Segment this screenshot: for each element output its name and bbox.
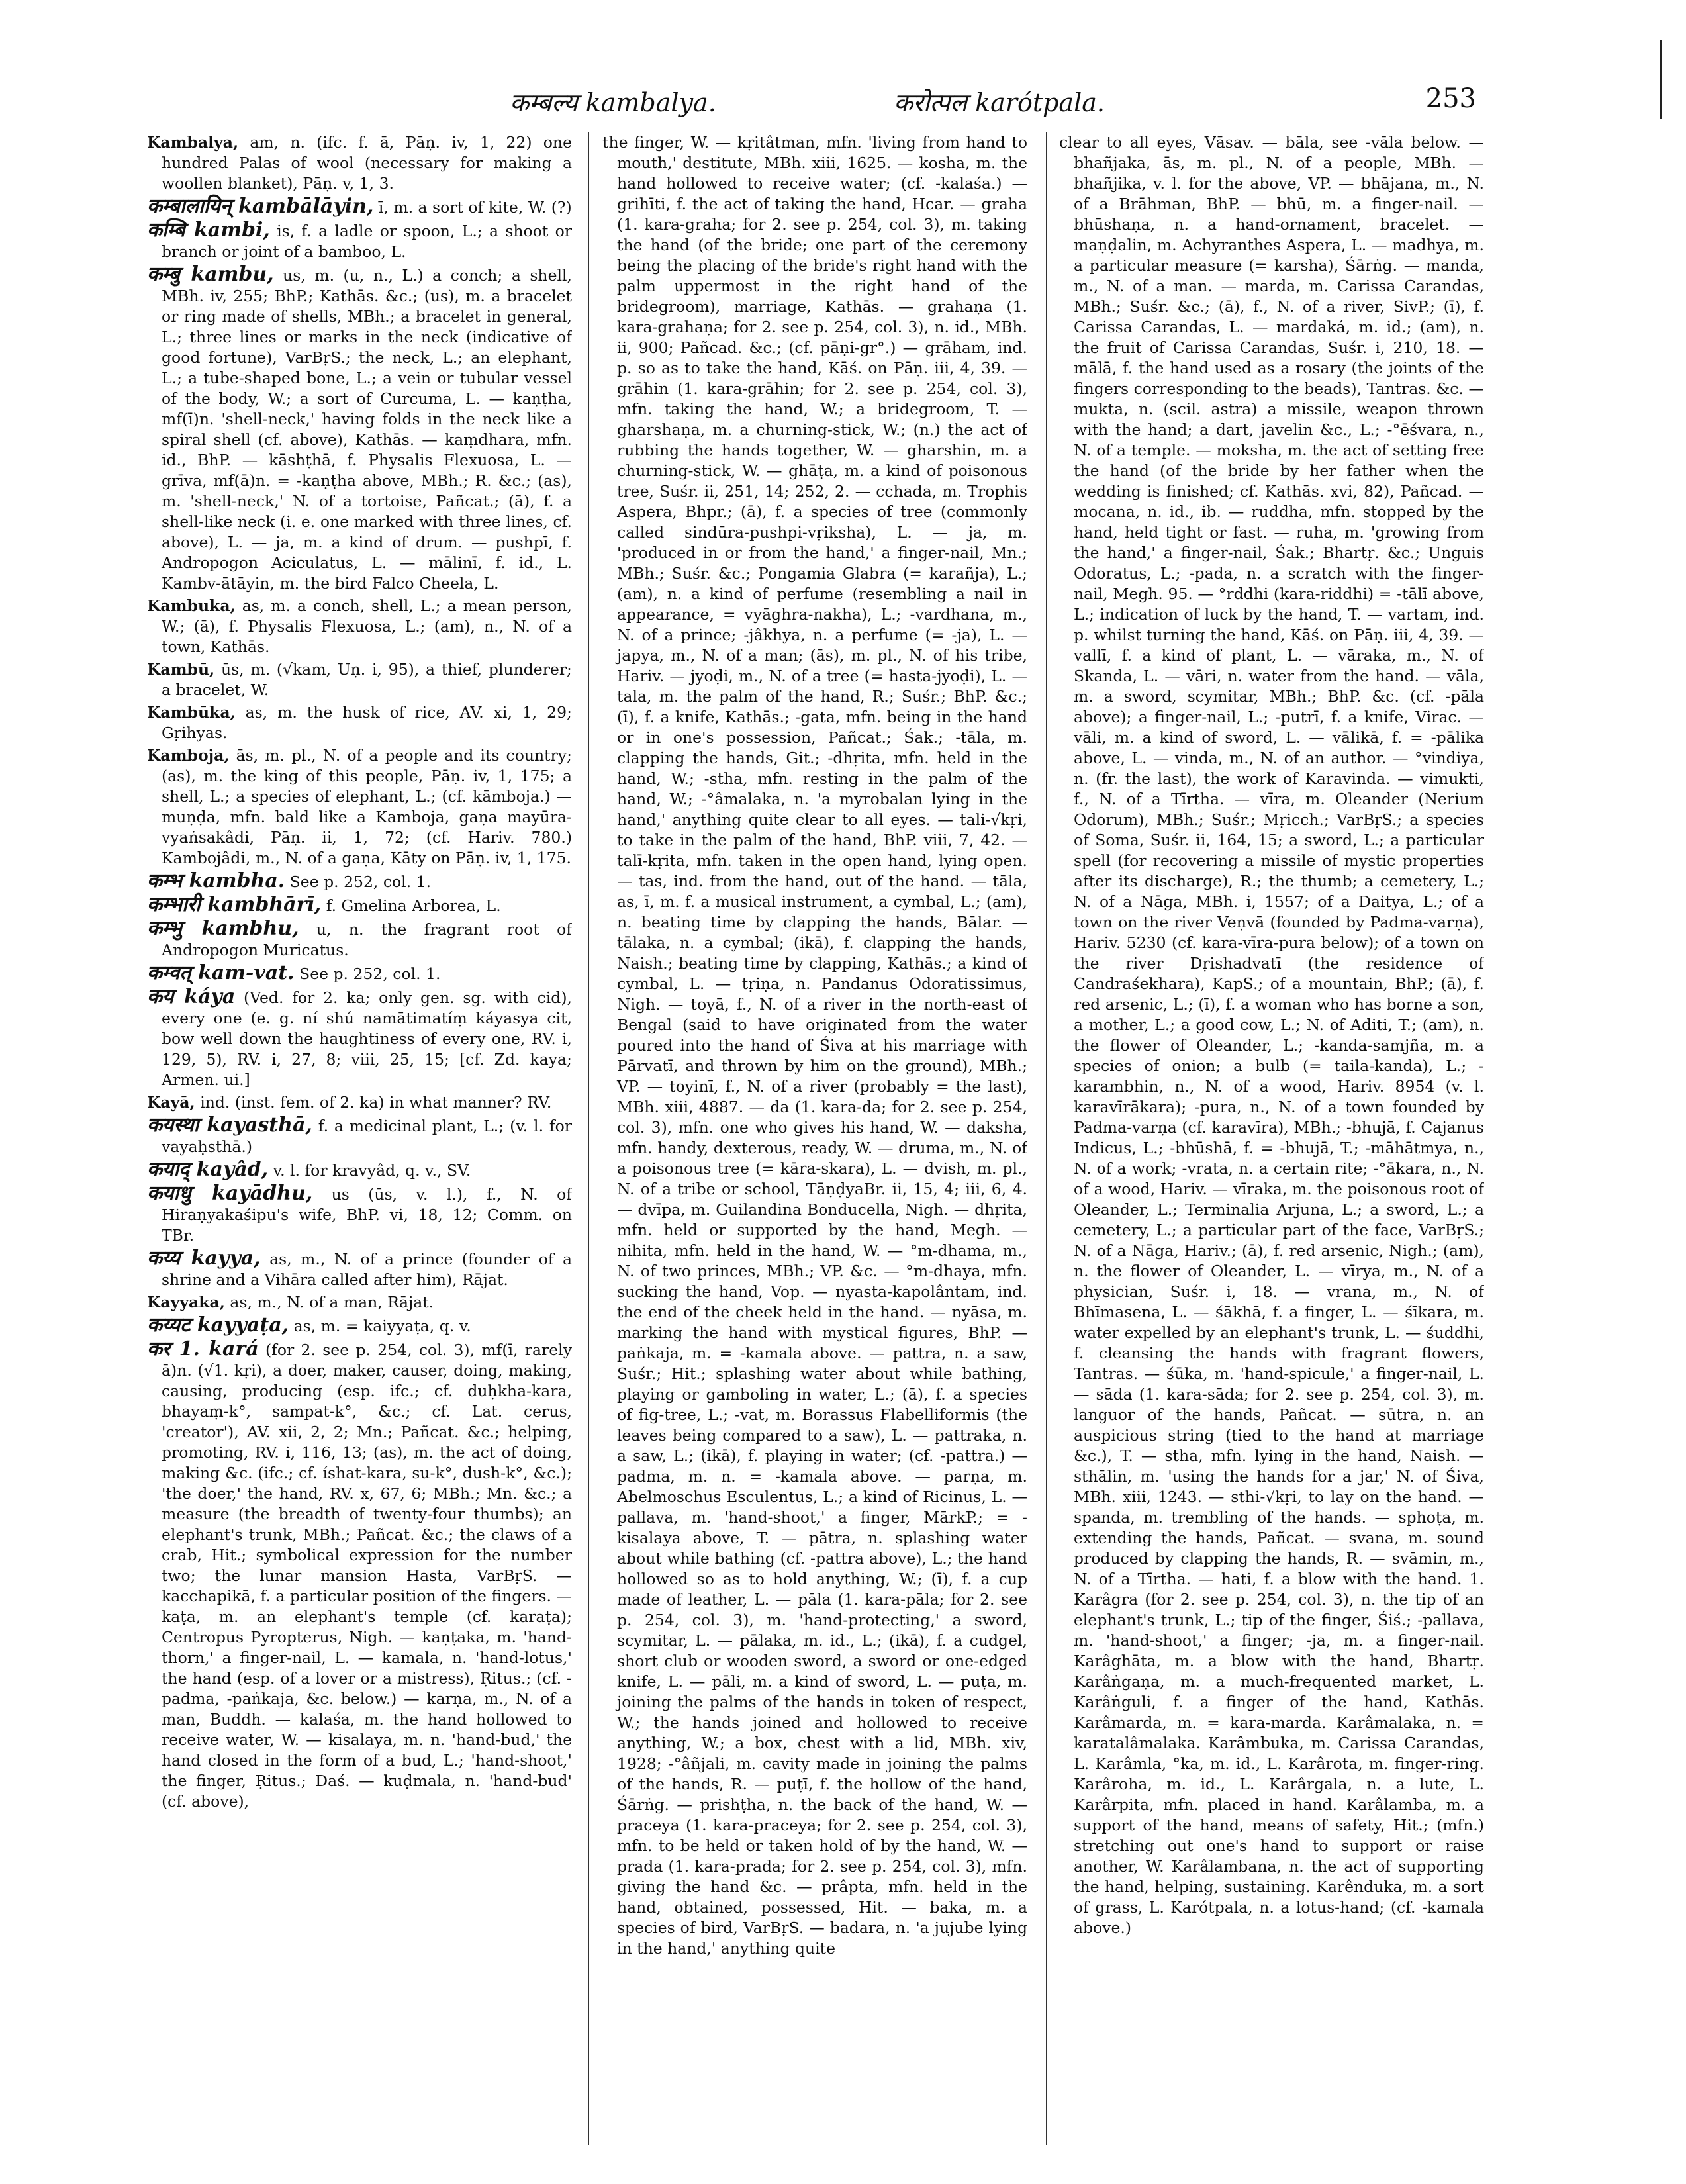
entry-headword: कय káya (147, 985, 236, 1008)
entry-text: the finger, W. — kṛitâtman, mfn. 'living from hand to mouth,' destitute, MBh. xiii, 1625. — kosha, m. the hand hollowed to receive water; (cf. -kalaśa.) — grihīti, f. the act of taking the hand, Hcar. — graha (1. kara-graha; for 2. see p. 254, col. 3), m. taking the hand (of the bride; one part of the ceremony being the placing of the bride's right hand with the palm uppermost in the right hand of the bridegroom), marriage, Kathās. — grahaṇa (1. kara-grahaṇa; for 2. see p. 254, col. 3), n. id., MBh. ii, 900; Pañcad. &c.; (cf. pāṇi-gr°.) — grāham, ind. p. so as to take the hand, Kāś. on Pāṇ. iii, 4, 39. — grāhin (1. kara-grāhin; for 2. see p. 254, col. 3), mfn. taking the hand, W.; a bridegroom, T. — gharshaṇa, m. a churning-stick, W.; (n.) the act of rubbing the hands together, W. — gharshin, m. a churning-stick, W. — ghāṭa, m. a kind of poisonous tree, Suśr. ii, 251, 14; 252, 2. — cchada, m. Trophis Aspera, Bhpr.; (ā), f. a species of tree (commonly called sindūra-pushpi-vṛiksha), L. — ja, m. 'produced in or from the hand,' a finger-nail, Mn.; MBh.; Suśr. &c.; Pongamia Glabra (= karañja), L.; (am), n. a kind of perfume (resembling a nail in appearance, = vyāghra-nakha), L.; -vardhana, m., N. of a prince; -jâkhya, n. a perfume (= -ja), L. — japya, m., N. of a man; (ās), m. pl., N. of his tribe, Hariv. — jyoḍi, m., N. of a tree (= hasta-jyoḍi), L. — tala, m. the palm of the hand, R.; Suśr.; BhP. &c.; (ī), f. a knife, Kathās.; -gata, mfn. being in the hand or in one's possession, Pañcat.; Śak.; -tāla, m. clapping the hands, Git.; -dhṛita, mfn. held in the hand, W.; -stha, mfn. resting in the palm of the hand, W.; -°âmalaka, n. 'a myrobalan lying in the hand,' anything quite clear to all eyes. — tali-√kṛi, to take in the palm of the hand, BhP. viii, 7, 42. — talī-kṛita, mfn. taken in the open hand, lying open. — tas, ind. from the hand, out of the hand. — tāla, as, ī, m. f. a musical instrument, a cymbal, L.; (am), n. beating time by clapping the hands, Bālar. — tālaka, n. a cymbal; (ikā), f. clapping the hands, Naish.; beating time by clapping, Kathās.; a kind of cymbal, L. — tṛiṇa, n. Pandanus Odoratissimus, Nigh. — toyā, f., N. of a river in the north-east of Bengal (said to have originated from the water poured into the hand of Śiva at his marriage with Pārvatī, and thrown by him on the ground), MBh.; VP. — toyinī, f., N. of a river (probably = the last), MBh. xiii, 4887. — da (1. kara-da; for 2. see p. 254, col. 3), mfn. one who gives his hand, W. — daksha, mfn. handy, dexterous, ready, W. — druma, m., N. of a poisonous tree (= kāra-skara), L. — dvish, m. pl., N. of a tribe or school, TāṇḍyaBr. ii, 15, 4; iii, 6, 4. — dvīpa, m. Guilandina Bonducella, Nigh. — dhṛita, mfn. held or supported by the hand, Megh. — nihita, mfn. held in the hand, W. — °m-dhama, m., N. of two princes, MBh.; VP. &c. — °m-dhaya, mfn. sucking the hand, Vop. — nyasta-kapolântam, ind. the end of the cheek held in the hand. — nyāsa, m. marking the hand with mystical figures, BhP. — paṅkaja, m. = -kamala above. — pattra, n. a saw, Suśr.; Hit.; splashing water about while bathing, playing or gamboling in water, L.; (ā), f. a species of fig-tree, L.; -vat, m. Borassus Flabelliformis (the leaves being compared to a saw), L. — pattraka, n. a saw, L.; (ikā), f. playing in water; (cf. -pattra.) — padma, m. n. = -kamala above. — parṇa, m. Abelmoschus Esculentus, L.; a kind of Ricinus, L. — pallava, m. 'hand-shoot,' a finger, MārkP.; = -kisalaya above, T. — pātra, n. splashing water about while bathing (cf. -pattra above), L.; the hand hollowed so as to hold anything, W.; (ī), f. a cup made of leather, L. — pāla (1. kara-pāla; for 2. see p. 254, col. 3), m. 'hand-protecting,' a sword, scymitar, L. — pālaka, m. id., L.; (ikā), f. a cudgel, short club or wooden sword, a sword or one-edged knife, L. — pāli, m. a kind of sword, L. — puṭa, m. joining the palms of the hands in token of respect, W.; the hands joined and hollowed to receive anything, W.; a box, chest with a lid, MBh. xiv, 1928; -°âñjali, m. cavity made in joining the palms of the hands, R. — puṭī, f. the hollow of the hand, Śārṅg. — prishṭha, n. the back of the hand, W. — praceya (1. kara-praceya; for 2. see p. 254, col. 3), mfn. to be held or taken hold of by the hand, W. — prada (1. kara-prada; for 2. see p. 254, col. 3), mfn. giving the hand &c. — prâpta, mfn. held in the hand, obtained, possessed, Hit. — baka, m. a species of bird, VarBṛS. — badara, n. 'a jujube lying in the hand,' anything quite (602, 133, 1027, 1958)
dictionary-entry (1059, 132, 1484, 1938)
entry-headword: कयाद् kayâd, (147, 1158, 269, 1181)
entry-text: as, m. the husk of rice, AV. xi, 1, 29; Gṛihyas. (162, 703, 572, 742)
entry-headword: कयस्था kayasthā, (147, 1114, 312, 1137)
dictionary-entry (147, 264, 572, 594)
page-number: 253 (1425, 83, 1476, 114)
page-header (113, 78, 1496, 124)
entry-text: ī, m. a sort of kite, W. (?) (378, 198, 572, 216)
dictionary-entry (147, 1092, 572, 1113)
dictionary-entry (147, 1115, 572, 1157)
dictionary-entry (147, 963, 572, 984)
dictionary-entry (147, 1159, 572, 1181)
entry-headword: Kamboja, (147, 746, 230, 765)
entry-headword: कर 1. kará (147, 1337, 259, 1360)
dictionary-entry (147, 1339, 572, 1812)
entry-headword: कम्बु kambu, (147, 263, 274, 286)
entry-headword: कयाधु kayādhu, (147, 1182, 313, 1205)
column-1 (147, 132, 572, 2145)
entry-headword: Kambuka, (147, 596, 236, 615)
entry-headword: कम्बि kambi, (147, 218, 270, 242)
dictionary-entry (147, 1183, 572, 1246)
dictionary-entry (147, 1292, 572, 1313)
dictionary-entry (602, 132, 1027, 1959)
entry-headword: कम्भारी kambhārī, (147, 893, 322, 916)
entry-headword: कय्य kayya, (147, 1247, 261, 1270)
column-rule (1046, 132, 1047, 2145)
entry-headword: Kayā, (147, 1093, 195, 1112)
entry-text: as, m., N. of a man, Rājat. (230, 1293, 434, 1311)
entry-text: f. a medicinal plant, L.; (v. l. for vayaḥsthā.) (162, 1117, 572, 1156)
entry-text: (for 2. see p. 254, col. 3), mf(ī, rarely ā)n. (√1. kṛi), a doer, maker, causer, doing, making, causing, producing (esp. ifc.; cf. duḥkha-kara, bhayaṃ-k°, sampat-k°, &c.; cf. Lat. cerus, 'creator'), AV. xii, 2, 2; Mn.; Pañcat. &c.; helping, promoting, RV. i, 116, 13; (as), m. the act of doing, making &c. (ifc.; cf. íshat-kara, su-k°, dush-k°, &c.); 'the doer,' the hand, RV. x, 67, 6; MBh.; Mn. &c.; a measure (the breadth of twenty-four thumbs); an elephant's trunk, MBh.; Pañcat. &c.; the claws of a crab, Hit.; symbolical expression for the number two; the lunar mansion Hasta, VarBṛS. — kacchapikā, f. a particular position of the fingers. — kaṭa, m. an elephant's temple (cf. karaṭa); Centropus Pyropterus, Nigh. — kaṇṭaka, m. 'hand-thorn,' a finger-nail, L. — kamala, n. 'hand-lotus,' the hand (esp. of a lover or a mistress), Ṛitus.; (cf. -padma, -paṅkaja, &c. below.) — karṇa, m., N. of a man, Buddh. — kalaśa, m. the hand hollowed to receive water, W. — kisalaya, m. n. 'hand-bud,' the hand closed in the form of a bud, L.; 'hand-shoot,' the finger, Ṛitus.; Daś. — kuḍmala, n. 'hand-bud' (cf. above), (162, 1341, 572, 1811)
entry-headword: कम्वत् kam-vat. (147, 961, 295, 984)
entry-headword: Kambūka, (147, 703, 236, 722)
dictionary-entry (147, 220, 572, 262)
entry-text: is, f. a ladle or spoon, L.; a shoot or branch or joint of a bamboo, L. (162, 222, 572, 261)
dictionary-entry (147, 196, 572, 218)
dictionary-entry (147, 1248, 572, 1290)
entry-text: as, m. a conch, shell, L.; a mean person, W.; (ā), f. Physalis Flexuosa, L.; (am), n., N. of a town, Kathās. (162, 596, 572, 656)
entry-text: ūs, m. (√kam, Uṇ. i, 95), a thief, plunderer; a bracelet, W. (162, 660, 572, 699)
entry-text: ind. (inst. fem. of 2. ka) in what manner? RV. (200, 1093, 552, 1112)
page-edge-mark (1660, 40, 1662, 119)
entry-headword: Kambū, (147, 660, 215, 679)
dictionary-entry (147, 745, 572, 869)
entry-text: f. Gmelina Arborea, L. (326, 896, 501, 915)
dictionary-entry (147, 659, 572, 700)
column-2 (602, 132, 1027, 2145)
entry-text: (Ved. for 2. ka; only gen. sg. with cid), every one (e. g. ní shú namātimatíṃ káyasya cit, bow well down the haughtiness of every one, RV. i, 129, 5), RV. i, 27, 8; viii, 25, 15; [cf. Zd. kaya; Armen. ui.] (162, 988, 572, 1089)
entry-text: as, m. = kaiyyaṭa, q. v. (293, 1317, 471, 1335)
entry-headword: कम्भ kambha. (147, 869, 285, 892)
dictionary-entry (147, 986, 572, 1090)
entry-headword: Kayyaka, (147, 1293, 225, 1311)
entry-headword: कम्बालायिन् kambālāyin, (147, 195, 374, 218)
entry-headword: कम्भु kambhu, (147, 917, 299, 940)
header-left-guideword: कम्बल्य kambalya. (510, 88, 716, 117)
entry-text: am, n. (ifc. f. ā, Pāṇ. iv, 1, 22) one hundred Palas of wool (necessary for making a woollen blanket), Pāṇ. v, 1, 3. (162, 133, 572, 193)
entry-text: u, n. the fragrant root of Andropogon Muricatus. (162, 920, 572, 959)
entry-text: as, m., N. of a prince (founder of a shrine and a Vihāra called after him), Rājat. (162, 1250, 572, 1289)
column-rule (588, 132, 589, 2145)
header-right-guideword: करोत्पल karótpala. (894, 88, 1105, 117)
entry-headword: Kambalya, (147, 133, 239, 152)
entry-text: See p. 252, col. 1. (299, 965, 441, 983)
entry-text: v. l. for kravyâd, q. v., SV. (273, 1161, 471, 1180)
entry-text: us (ūs, v. l.), f., N. of Hiraṇyakaśipu's wife, BhP. vi, 18, 12; Comm. on TBr. (162, 1185, 572, 1245)
entry-headword: कय्यट kayyaṭa, (147, 1313, 289, 1337)
entry-text: See p. 252, col. 1. (289, 873, 432, 891)
dictionary-entry (147, 132, 572, 194)
dictionary-entry (147, 894, 572, 916)
dictionary-entry (147, 702, 572, 743)
dictionary-entry (147, 871, 572, 892)
column-3 (1059, 132, 1484, 2145)
entry-text: us, m. (u, n., L.) a conch; a shell, MBh. iv, 255; BhP.; Kathās. &c.; (us), m. a bracelet or ring made of shells, MBh.; a bracelet in general, L.; three lines or marks in the neck (indicative of good fortune), VarBṛS.; the neck, L.; an elephant, L.; a tube-shaped bone, L.; a vein or tubular vessel of the body, W.; a sort of Curcuma, L. — kaṇṭha, mf(ī)n. 'shell-neck,' having folds in the neck like a spiral shell (cf. above), Kathās. — kaṃdhara, mfn. id., BhP. — kāshṭhā, f. Physalis Flexuosa, L. — grīva, mf(ā)n. = -kaṇṭha above, MBh.; R. &c.; (as), m. 'shell-neck,' N. of a tortoise, Pañcat.; (ā), f. a shell-like neck (i. e. one marked with three lines, cf. above), L. — ja, m. a kind of drum. — pushpī, f. Andropogon Aciculatus, L. — mālinī, f. id., L. Kambv-ātāyin, m. the bird Falco Cheela, L. (162, 266, 572, 593)
dictionary-entry (147, 918, 572, 961)
dictionary-entry (147, 1315, 572, 1337)
dictionary-entry (147, 596, 572, 657)
entry-text: clear to all eyes, Vāsav. — bāla, see -vāla below. — bhañjaka, ās, m. pl., N. of a people, MBh. — bhañjika, v. l. for the above, VP. — bhājana, m., N. of a Brāhman, BhP. — bhū, m. a finger-nail. — bhūshaṇa, n. a hand-ornament, bracelet. — maṇḍalin, m. Achyranthes Aspera, L. — madhya, m. a particular measure (= karsha), Śārṅg. — manda, m., N. of a man. — marda, m. Carissa Carandas, MBh.; Suśr. &c.; (ā), f., N. of a river, SivP.; (ī), f. Carissa Carandas, L. — mardaká, m. id.; (am), n. the fruit of Carissa Carandas, Suśr. i, 210, 18. — mālā, f. the hand used as a rosary (the joints of the fingers corresponding to the beads), Tantras. &c. — mukta, n. (scil. astra) a missile, weapon thrown with the hand; a dart, javelin &c., L.; -°ēśvara, n., N. of a temple. — moksha, m. the act of setting free the hand (of the bride by her father when the wedding is finished; cf. Kathās. xvi, 82), Pañcad. — mocana, n. id., ib. — ruddha, mfn. stopped by the hand, held tight or fast. — ruha, m. 'growing from the hand,' a finger-nail, Śak.; Bhartṛ. &c.; Unguis Odoratus, L.; -pada, n. a scratch with the finger-nail, Megh. 95. — °rddhi (kara-riddhi) = -tālī above, L.; indication of luck by the hand, T. — vartam, ind. p. whilst turning the hand, Kāś. on Pāṇ. iii, 4, 39. — vallī, f. a kind of plant, L. — vāraka, m., N. of Skanda, L. — vāri, n. water from the hand. — vāla, m. a sword, scymitar, MBh.; BhP. &c. (cf. -pāla above); a finger-nail, L.; -putrī, f. a knife, Virac. — vāli, m. a kind of sword, L. — vālikā, f. = -pālika above, L. — vinda, m., N. of an author. — °vindiya, n. (fr. the last), the work of Karavinda. — vimukti, f., N. of a Tīrtha. — vīra, m. Oleander (Nerium Odorum), MBh.; Suśr.; Mṛicch.; VarBṛS.; a species of Soma, Suśr. ii, 164, 15; a sword, L.; a particular spell (for recovering a missile of mystic properties after its discharge), R.; the thumb; a cemetery, L.; N. of a Nāga, MBh. i, 1557; of a Daitya, L.; of a town on the river Veṇvā (founded by Padma-varṇa), Hariv. 5230 (cf. kara-vīra-pura below); of a town on the river Dṛishadvatī (the residence of Candraśekhara), KapS.; of a mountain, BhP.; (ā), f. red arsenic, L.; (ī), f. a woman who has borne a son, a mother, L.; a good cow, L.; N. of Aditi, T.; (am), n. the flower of Oleander, L.; -kanda-samjña, m. a species of onion; a bulb (= taila-kanda), L.; -karambhin, n., N. of a wood, Hariv. 8954 (v. l. karavīrākara); -pura, n., N. of a town founded by Padma-varṇa (cf. karavīra), MBh.; -bhujā, f. Cajanus Indicus, L.; -bhūshā, f. = -bhujā, T.; -māhātmya, n., N. of a work; -vrata, n. a certain rite; -°ākara, n., N. of a wood, Hariv. — vīraka, m. the poisonous root of Oleander, L.; Terminalia Arjuna, L.; a sword, L.; a cemetery, L.; a particular part of the face, VarBṛS.; N. of a Nāga, Hariv.; (ā), f. red arsenic, Nigh.; (am), n. the flower of Oleander, L. — vīrya, m., N. of a physician, Suśr. i, 18. — vrana, m., N. of Bhīmasena, L. — śākhā, f. a finger, L. — śīkara, m. water expelled by an elephant's trunk, L. — śuddhi, f. cleansing the hands with fragrant flowers, Tantras. — śūka, m. 'hand-spicule,' a finger-nail, L. — sāda (1. kara-sāda; for 2. see p. 254, col. 3), m. languor of the hands, Pañcat. — sūtra, n. an auspicious string (tied to the hand at marriage &c.), T. — stha, mfn. lying in the hand, Naish. — sthālin, m. 'using the hands for a jar,' N. of Śiva, MBh. xiii, 1243. — sthi-√kṛi, to lay on the hand. — spanda, m. trembling of the hands. — sphoṭa, m. extending the hands, Pañcat. — svana, m. sound produced by clapping the hands, R. — svāmin, m., N. of a Tīrtha. — hati, f. a blow with the hand. 1. Karâgra (for 2. see p. 254, col. 3), n. the tip of an elephant's trunk, L.; tip of the finger, Śiś.; -pallava, m. 'hand-shoot,' a finger; -ja, m. a finger-nail. Karâghāta, m. a blow with the hand, Bhartṛ. Karâṅgaṇa, m. a much-frequented market, L. Karâṅguli, f. a finger of the hand, Kathās. Karâmarda, m. = kara-marda. Karâmalaka, n. = karatalâmalaka. Karâmbuka, m. Carissa Carandas, L. Karâmla, °ka, m. id., L. Karârota, m. finger-ring. Karâroha, m. id., L. Karârgala, n. a lute, L. Karârpita, mfn. placed in hand. Karâlamba, m. a support of the hand, means of safety, Hit.; (mfn.) stretching out one's hand to support or raise another, W. Karâlambana, n. the act of supporting the hand, helping, sustaining. Karênduka, m. a sort of grass, L. Karótpala, n. a lotus-hand; (cf. -kamala above.) (1059, 133, 1484, 1937)
entry-text: ās, m. pl., N. of a people and its country; (as), m. the king of this people, Pāṇ. iv, 1, 175; a shell, L.; a species of elephant, L.; (cf. kāmboja.) — muṇḍa, mfn. bald like a Kamboja, gaṇa mayūra-vyaṅsakâdi, Pāṇ. ii, 1, 72; (cf. Hariv. 780.) Kambojâdi, m., N. of a gaṇa, Kāty on Pāṇ. iv, 1, 175. (162, 746, 572, 867)
